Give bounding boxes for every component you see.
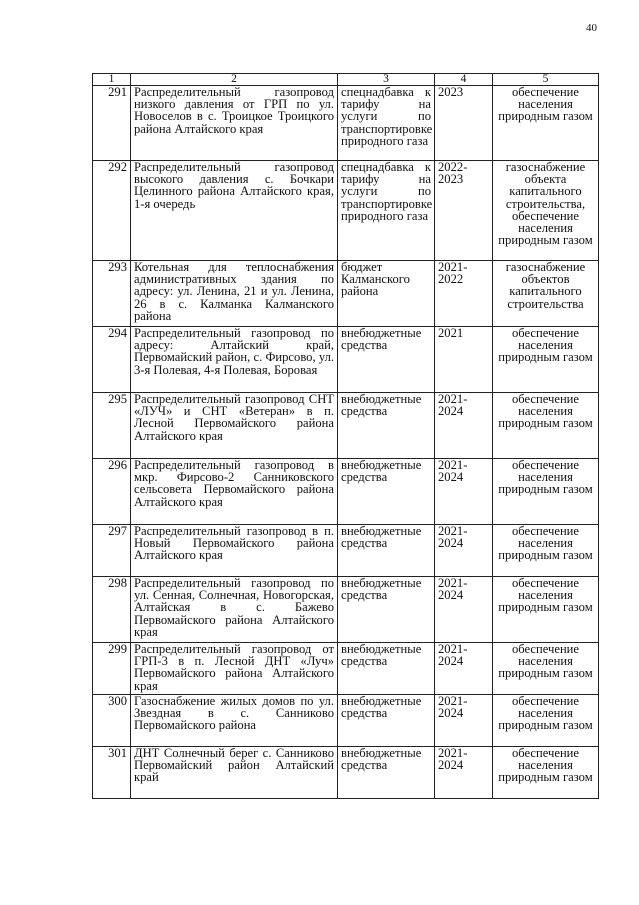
object-description: Распределительный газопровод высокого давления с. Бочкари Целинного района Алтайского края, 1-я очередь	[131, 161, 338, 261]
funding-source: внебюджетные средства	[338, 747, 435, 799]
object-description: Распределительный газопровод низкого давления от ГРП по ул. Новоселов в с. Троицкое Троицкого района Алтайского края	[131, 86, 338, 161]
implementation-period: 2021	[435, 327, 493, 393]
funding-source: бюджет Калманского района	[338, 261, 435, 327]
funding-source: внебюджетные средства	[338, 643, 435, 695]
row-number: 293	[93, 261, 131, 327]
row-number: 295	[93, 393, 131, 459]
row-number: 299	[93, 643, 131, 695]
table-row	[93, 459, 599, 525]
funding-source: внебюджетные средства	[338, 327, 435, 393]
purpose: обеспечение населения природным газом	[493, 643, 599, 695]
projects-table	[92, 73, 599, 799]
table-row	[93, 577, 599, 643]
funding-source: внебюджетные средства	[338, 577, 435, 643]
purpose: обеспечение населения природным газом	[493, 86, 599, 161]
object-description: Распределительный газопровод по адресу: Алтайский край, Первомайский район, с. Фирсово, ул. 3-я Полевая, 4-я Полевая, Боровая	[131, 327, 338, 393]
implementation-period: 2021-2024	[435, 643, 493, 695]
table-row	[93, 261, 599, 327]
implementation-period: 2021-2024	[435, 459, 493, 525]
row-number: 294	[93, 327, 131, 393]
funding-source: спецнадбавка к тарифу на услуги по транспортировке природного газа	[338, 86, 435, 161]
purpose: обеспечение населения природным газом	[493, 393, 599, 459]
table-row	[93, 327, 599, 393]
table-row	[93, 747, 599, 799]
purpose: обеспечение населения природным газом	[493, 747, 599, 799]
column-header-4: 4	[435, 74, 493, 86]
object-description: Газоснабжение жилых домов по ул. Звездная в с. Санниково Первомайского района	[131, 695, 338, 747]
purpose: обеспечение населения природным газом	[493, 459, 599, 525]
purpose: обеспечение населения природным газом	[493, 695, 599, 747]
object-description: ДНТ Солнечный берег с. Санниково Первомайский район Алтайский край	[131, 747, 338, 799]
object-description: Распределительный газопровод в мкр. Фирсово-2 Санниковского сельсовета Первомайского района Алтайского края	[131, 459, 338, 525]
implementation-period: 2022-2023	[435, 161, 493, 261]
object-description: Распределительный газопровод по ул. Сенная, Солнечная, Новогорская, Алтайская в с. Бажево Первомайского района Алтайского края	[131, 577, 338, 643]
column-header-2: 2	[131, 74, 338, 86]
implementation-period: 2021-2024	[435, 695, 493, 747]
row-number: 298	[93, 577, 131, 643]
implementation-period: 2021-2024	[435, 525, 493, 577]
implementation-period: 2021-2022	[435, 261, 493, 327]
object-description: Распределительный газопровод в п. Новый Первомайского района Алтайского края	[131, 525, 338, 577]
implementation-period: 2023	[435, 86, 493, 161]
table-row	[93, 643, 599, 695]
purpose: обеспечение населения природным газом	[493, 577, 599, 643]
funding-source: спецнадбавка к тарифу на услуги по транспортировке природного газа	[338, 161, 435, 261]
table-row	[93, 161, 599, 261]
implementation-period: 2021-2024	[435, 393, 493, 459]
page-number: 40	[586, 22, 597, 34]
funding-source: внебюджетные средства	[338, 459, 435, 525]
table-row	[93, 393, 599, 459]
column-header-5: 5	[493, 74, 599, 86]
funding-source: внебюджетные средства	[338, 695, 435, 747]
implementation-period: 2021-2024	[435, 577, 493, 643]
purpose: газоснабжение объектов капитального строительства	[493, 261, 599, 327]
row-number: 300	[93, 695, 131, 747]
implementation-period: 2021-2024	[435, 747, 493, 799]
row-number: 297	[93, 525, 131, 577]
object-description: Распределительный газопровод от ГРП-3 в п. Лесной ДНТ «Луч» Первомайского района Алтайского края	[131, 643, 338, 695]
purpose: обеспечение населения природным газом	[493, 327, 599, 393]
funding-source: внебюджетные средства	[338, 393, 435, 459]
column-header-1: 1	[93, 74, 131, 86]
row-number: 291	[93, 86, 131, 161]
table-row	[93, 86, 599, 161]
row-number: 301	[93, 747, 131, 799]
column-header-3: 3	[338, 74, 435, 86]
row-number: 296	[93, 459, 131, 525]
object-description: Котельная для теплоснабжения административных здания по адресу: ул. Ленина, 21 и ул. Ленина, 26 в с. Калманка Калманского района	[131, 261, 338, 327]
table-row	[93, 525, 599, 577]
object-description: Распределительный газопровод СНТ «ЛУЧ» и СНТ «Ветеран» в п. Лесной Первомайского района Алтайского края	[131, 393, 338, 459]
header-row	[93, 74, 599, 86]
funding-source: внебюджетные средства	[338, 525, 435, 577]
purpose: обеспечение населения природным газом	[493, 525, 599, 577]
row-number: 292	[93, 161, 131, 261]
purpose: газоснабжение объекта капитального строительства, обеспечение населения природным газом	[493, 161, 599, 261]
table-row	[93, 695, 599, 747]
